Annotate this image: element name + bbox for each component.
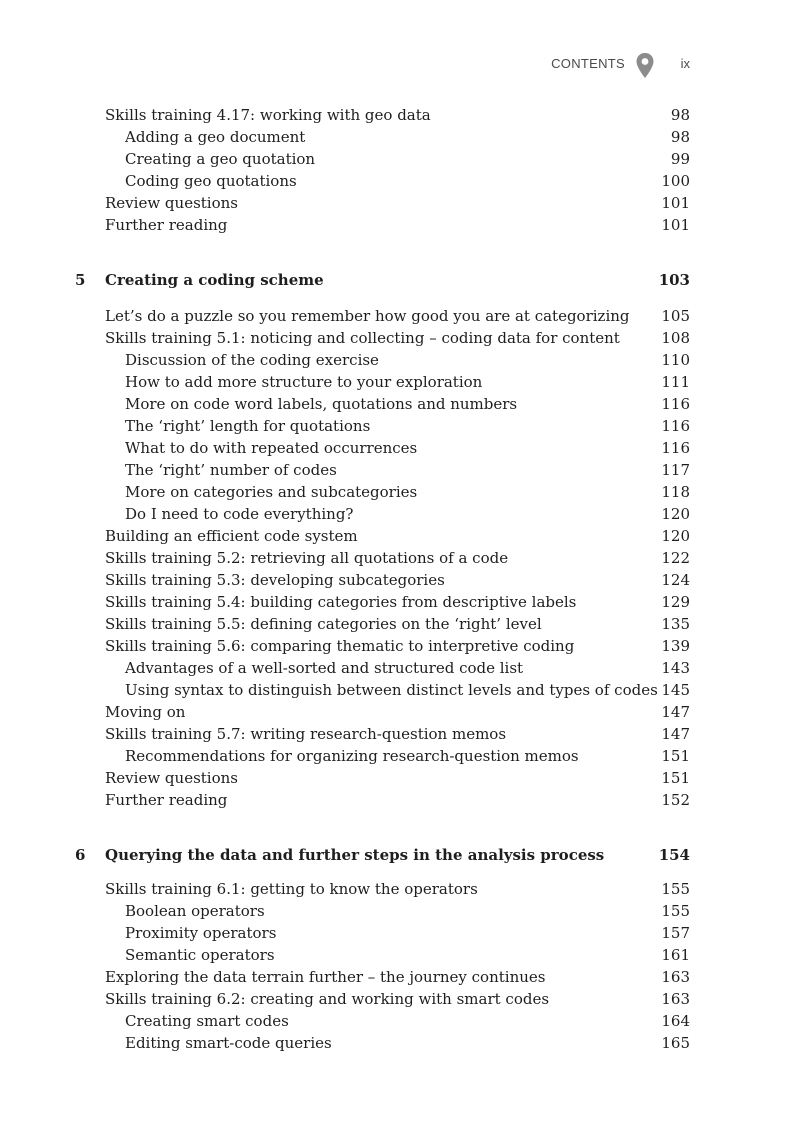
toc-entry[interactable] — [105, 878, 690, 900]
toc-entry[interactable] — [105, 305, 690, 327]
toc-entry-title: Boolean operators — [125, 902, 265, 920]
toc-entry-page: 151 — [661, 747, 690, 765]
toc-entry-title: Moving on — [105, 703, 186, 721]
toc-entry-title: Skills training 5.4: building categories from descriptive labels — [105, 593, 577, 611]
toc-entry-title: Further reading — [105, 216, 228, 234]
toc-subentry[interactable] — [125, 170, 690, 192]
toc-entry-page: 122 — [661, 549, 690, 567]
toc-subentry[interactable] — [125, 415, 690, 437]
toc-entry-title: Skills training 6.2: creating and working with smart codes — [105, 990, 550, 1008]
toc-entry-page: 143 — [661, 659, 690, 677]
toc-entry-page: 98 — [670, 106, 690, 124]
toc-entry-title: More on categories and subcategories — [125, 483, 418, 501]
toc-subentry[interactable] — [125, 1010, 690, 1032]
toc-entry-page: 118 — [661, 483, 690, 501]
toc-entry-page: 147 — [661, 703, 690, 721]
toc-entry[interactable] — [105, 767, 690, 789]
toc-subentry[interactable] — [125, 900, 690, 922]
toc-entry[interactable] — [105, 214, 690, 236]
toc-entry[interactable] — [105, 327, 690, 349]
toc-entry-page: 124 — [661, 571, 690, 589]
toc-entry-page: 139 — [661, 637, 690, 655]
toc-entry-title: More on code word labels, quotations and numbers — [125, 395, 518, 413]
toc-entry-page: 165 — [661, 1034, 690, 1052]
toc-subentry[interactable] — [125, 393, 690, 415]
page-number: ix — [680, 56, 690, 71]
toc-entry[interactable] — [105, 591, 690, 613]
running-header — [0, 52, 690, 80]
toc-entry-title: The ‘right’ length for quotations — [125, 417, 371, 435]
toc-subentry[interactable] — [125, 657, 690, 679]
toc-entry-title: Do I need to code everything? — [125, 505, 354, 523]
toc-entry-title: Semantic operators — [125, 946, 275, 964]
toc-entry[interactable] — [105, 192, 690, 214]
toc-entry[interactable] — [105, 966, 690, 988]
chapter-heading[interactable] — [75, 843, 690, 867]
toc-subentry[interactable] — [125, 745, 690, 767]
toc-entry-title: Skills training 6.1: getting to know the operators — [105, 880, 478, 898]
toc-entry-title: Coding geo quotations — [125, 172, 297, 190]
toc-entry-title: Creating smart codes — [125, 1012, 289, 1030]
toc-subentry[interactable] — [125, 148, 690, 170]
toc-entry-title: Adding a geo document — [125, 128, 306, 146]
toc-entry-page: 151 — [661, 769, 690, 787]
toc-entry-page: 155 — [661, 902, 690, 920]
toc-entry-title: Let’s do a puzzle so you remember how good you are at categorizing — [105, 307, 630, 325]
toc-entry-page: 163 — [661, 990, 690, 1008]
toc-entry-page: 147 — [661, 725, 690, 743]
toc-entry[interactable] — [105, 547, 690, 569]
toc-entry-title: Skills training 5.6: comparing thematic to interpretive coding — [105, 637, 575, 655]
toc-entry-title: Review questions — [105, 194, 238, 212]
toc-entry-page: 161 — [661, 946, 690, 964]
toc-subentry[interactable] — [125, 922, 690, 944]
toc-entry[interactable] — [105, 613, 690, 635]
toc-subentry[interactable] — [125, 944, 690, 966]
toc-entry-page: 105 — [661, 307, 690, 325]
toc-entry-title: Exploring the data terrain further – the journey continues — [105, 968, 546, 986]
toc-subentry[interactable] — [125, 126, 690, 148]
toc-entry[interactable] — [105, 723, 690, 745]
toc-entry[interactable] — [105, 104, 690, 126]
toc-subentry[interactable] — [125, 481, 690, 503]
toc-entry-page: 157 — [661, 924, 690, 942]
toc-entry-title: Skills training 5.1: noticing and collecting – coding data for content — [105, 329, 620, 347]
chapter-number: 5 — [75, 271, 86, 289]
toc-entry-title: Using syntax to distinguish between distinct levels and types of codes — [125, 681, 658, 699]
toc-entry[interactable] — [105, 789, 690, 811]
toc-entry-page: 116 — [661, 417, 690, 435]
toc-entry-page: 98 — [670, 128, 690, 146]
toc-entry[interactable] — [105, 988, 690, 1010]
toc-entry-page: 120 — [661, 505, 690, 523]
toc-entry-page: 116 — [661, 395, 690, 413]
toc-entry-title: How to add more structure to your exploration — [125, 373, 483, 391]
toc-entry-title: Skills training 5.5: defining categories on the ‘right’ level — [105, 615, 542, 633]
toc-entry-title: Creating a geo quotation — [125, 150, 316, 168]
chapter-page: 103 — [658, 271, 690, 289]
toc-entry[interactable] — [105, 569, 690, 591]
toc-entry-title: What to do with repeated occurrences — [125, 439, 418, 457]
running-header-label: CONTENTS — [551, 56, 625, 71]
toc-subentry[interactable] — [125, 503, 690, 525]
toc-entry-page: 116 — [661, 439, 690, 457]
toc-entry-title: The ‘right’ number of codes — [125, 461, 337, 479]
toc-entry-page: 155 — [661, 880, 690, 898]
toc-subentry[interactable] — [125, 1032, 690, 1054]
toc-entry-page: 163 — [661, 968, 690, 986]
toc-subentry[interactable] — [125, 349, 690, 371]
toc-entry[interactable] — [105, 701, 690, 723]
toc-entry-page: 101 — [661, 194, 690, 212]
toc-entry-title: Skills training 5.3: developing subcategories — [105, 571, 445, 589]
toc-entry-page: 99 — [670, 150, 690, 168]
toc-entry-title: Skills training 5.7: writing research-question memos — [105, 725, 507, 743]
chapter-number: 6 — [75, 846, 86, 864]
toc-entry-page: 164 — [661, 1012, 690, 1030]
toc-entry[interactable] — [105, 635, 690, 657]
toc-entry-page: 152 — [661, 791, 690, 809]
toc-entry-title: Review questions — [105, 769, 238, 787]
toc-subentry[interactable] — [125, 679, 690, 701]
toc-entry-title: Proximity operators — [125, 924, 277, 942]
toc-entry-page: 101 — [661, 216, 690, 234]
toc-subentry[interactable] — [125, 437, 690, 459]
toc-entry-title: Advantages of a well-sorted and structured code list — [125, 659, 524, 677]
toc-entry-page: 100 — [661, 172, 690, 190]
toc-subentry[interactable] — [125, 371, 690, 393]
toc-subentry[interactable] — [125, 459, 690, 481]
toc-entry-page: 135 — [661, 615, 690, 633]
toc-entry-page: 145 — [661, 681, 690, 699]
toc-entry-title: Editing smart-code queries — [125, 1034, 332, 1052]
toc-entry-page: 117 — [661, 461, 690, 479]
toc-entry-title: Building an efficient code system — [105, 527, 358, 545]
toc-entry-page: 120 — [661, 527, 690, 545]
toc-entry[interactable] — [105, 525, 690, 547]
chapter-page: 154 — [658, 846, 690, 864]
toc-entry-title: Skills training 5.2: retrieving all quotations of a code — [105, 549, 509, 567]
chapter-heading[interactable] — [75, 268, 690, 292]
toc-entry-title: Skills training 4.17: working with geo data — [105, 106, 431, 124]
toc-entry-title: Discussion of the coding exercise — [125, 351, 379, 369]
toc-entry-page: 129 — [661, 593, 690, 611]
toc-entry-page: 111 — [661, 373, 690, 391]
chapter-title: Creating a coding scheme — [105, 271, 324, 289]
toc-entry-title: Further reading — [105, 791, 228, 809]
chapter-title: Querying the data and further steps in the analysis process — [105, 846, 605, 864]
toc-entry-page: 110 — [661, 351, 690, 369]
location-pin-icon — [635, 52, 655, 80]
toc-entry-page: 108 — [661, 329, 690, 347]
toc-entry-title: Recommendations for organizing research-question memos — [125, 747, 579, 765]
